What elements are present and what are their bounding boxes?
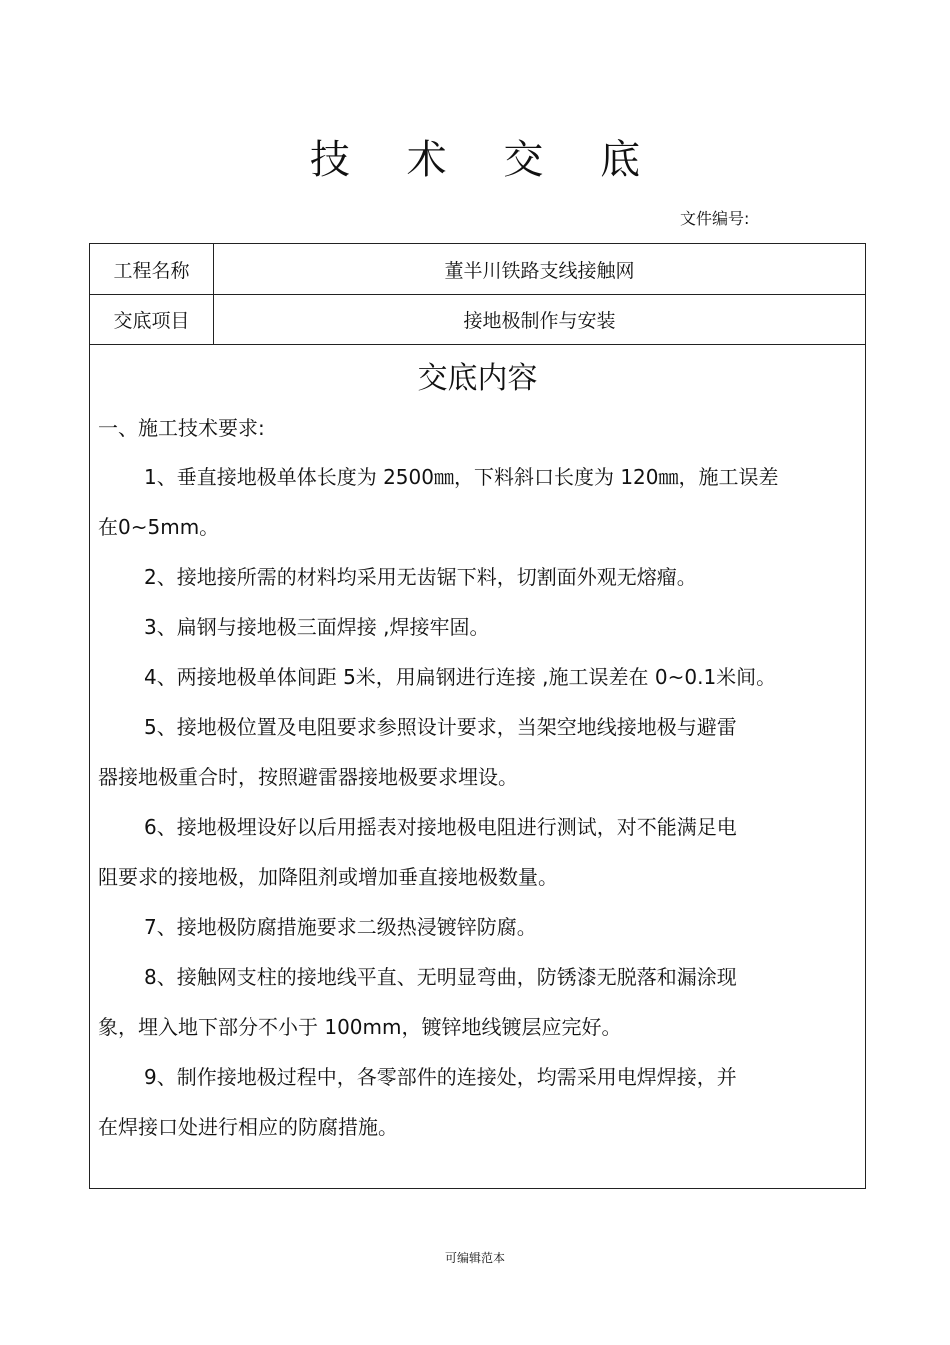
disclosure-item-label: 交底项目: [90, 295, 214, 344]
requirement-line: 阻要求的接地极，加降阻剂或增加垂直接地极数量。: [98, 865, 558, 889]
requirement-line: 4、两接地极单体间距 5米，用扁钢进行连接 ,施工误差在 0~0.1米间。: [144, 665, 777, 689]
content-heading: 交底内容: [417, 361, 538, 396]
disclosure-table: [89, 243, 866, 1189]
disclosure-content: [90, 345, 865, 1188]
requirement-line: 5、接地极位置及电阻要求参照设计要求，当架空地线接地极与避雷: [144, 715, 737, 739]
requirement-line: 象，埋入地下部分不小于 100mm，镀锌地线镀层应完好。: [98, 1015, 622, 1039]
requirement-line: 器接地极重合时，按照避雷器接地极要求埋设。: [98, 765, 518, 789]
requirement-line: 6、接地极埋设好以后用摇表对接地极电阻进行测试，对不能满足电: [144, 815, 737, 839]
project-name-row: [90, 244, 865, 295]
requirement-line: 在焊接口处进行相应的防腐措施。: [98, 1115, 398, 1139]
requirement-line: 7、接地极防腐措施要求二级热浸镀锌防腐。: [144, 915, 537, 939]
requirement-line: 3、扁钢与接地极三面焊接 ,焊接牢固。: [144, 615, 490, 639]
disclosure-item-value: 接地极制作与安装: [463, 310, 616, 332]
section-heading: 一、施工技术要求:: [98, 416, 265, 440]
requirement-line: 8、接触网支柱的接地线平直、无明显弯曲，防锈漆无脱落和漏涂现: [144, 965, 737, 989]
requirement-line: 9、制作接地极过程中，各零部件的连接处，均需采用电焊焊接，并: [144, 1065, 737, 1089]
footer-note: 可编辑范本: [444, 1251, 505, 1265]
requirement-line: 在0~5mm。: [98, 515, 220, 539]
document-number-label: 文件编号:: [680, 209, 750, 228]
document-title: 技 术 交 底: [309, 137, 663, 183]
project-name-label: 工程名称: [90, 244, 214, 294]
disclosure-item-row: [90, 295, 865, 345]
project-name-value: 董半川铁路支线接触网: [444, 259, 635, 282]
requirement-line: 2、接地接所需的材料均采用无齿锯下料，切割面外观无熔瘤。: [144, 565, 697, 589]
requirement-line: 1、垂直接地极单体长度为 2500㎜，下料斜口长度为 120㎜，施工误差: [144, 465, 779, 489]
